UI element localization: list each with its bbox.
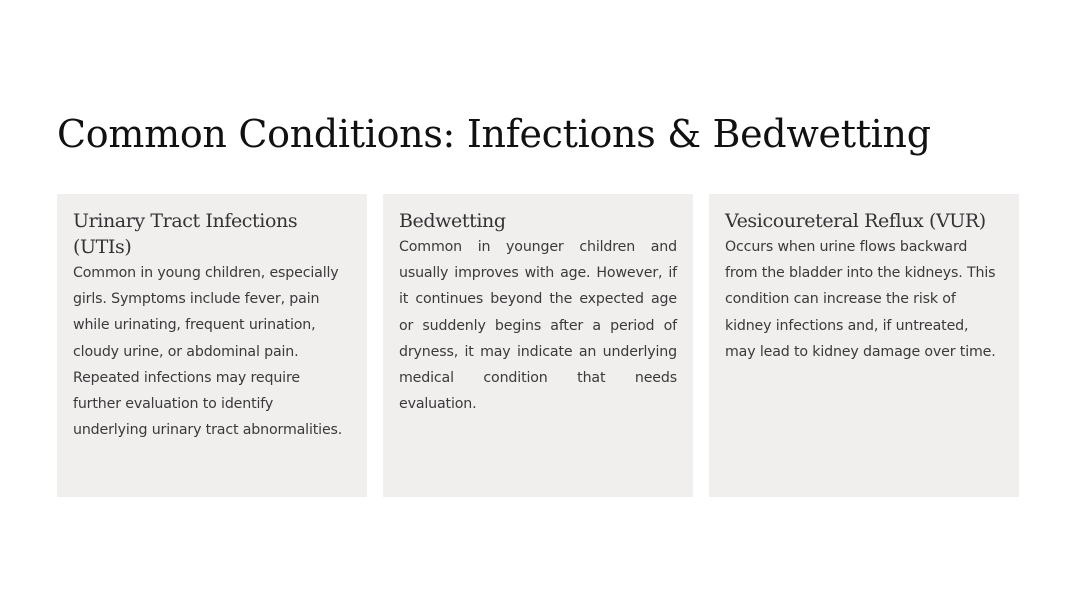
card-body-text: Occurs when urine flows backward from the bladder into the kidneys. This condition can increase the risk of kidney infections and, if untreated, may lead to kidney damage over time. <box>725 239 996 360</box>
card-body-text: Common in younger children and usually improves with age. However, if it continues beyond the expected age or suddenly begins after a period of dryness, it may indicate an underlying medical condition that needs evaluation. <box>399 239 677 413</box>
card-urinary-tract-infections <box>57 194 367 497</box>
card-heading: Vesicoureteral Reflux (VUR) <box>725 210 986 232</box>
card-vesicoureteral-reflux <box>709 194 1019 497</box>
slide-title: Common Conditions: Infections & Bedwetting <box>57 112 931 156</box>
card-heading: Urinary Tract Infections (UTIs) <box>73 210 298 258</box>
card-body-text: Common in young children, especially girls. Symptoms include fever, pain while urinating, frequent urination, cloudy urine, or abdominal pain. Repeated infections may require further evaluation to identify underlying urinary tract abnormalities. <box>73 265 343 439</box>
card-heading: Bedwetting <box>399 210 506 232</box>
card-bedwetting <box>383 194 693 497</box>
